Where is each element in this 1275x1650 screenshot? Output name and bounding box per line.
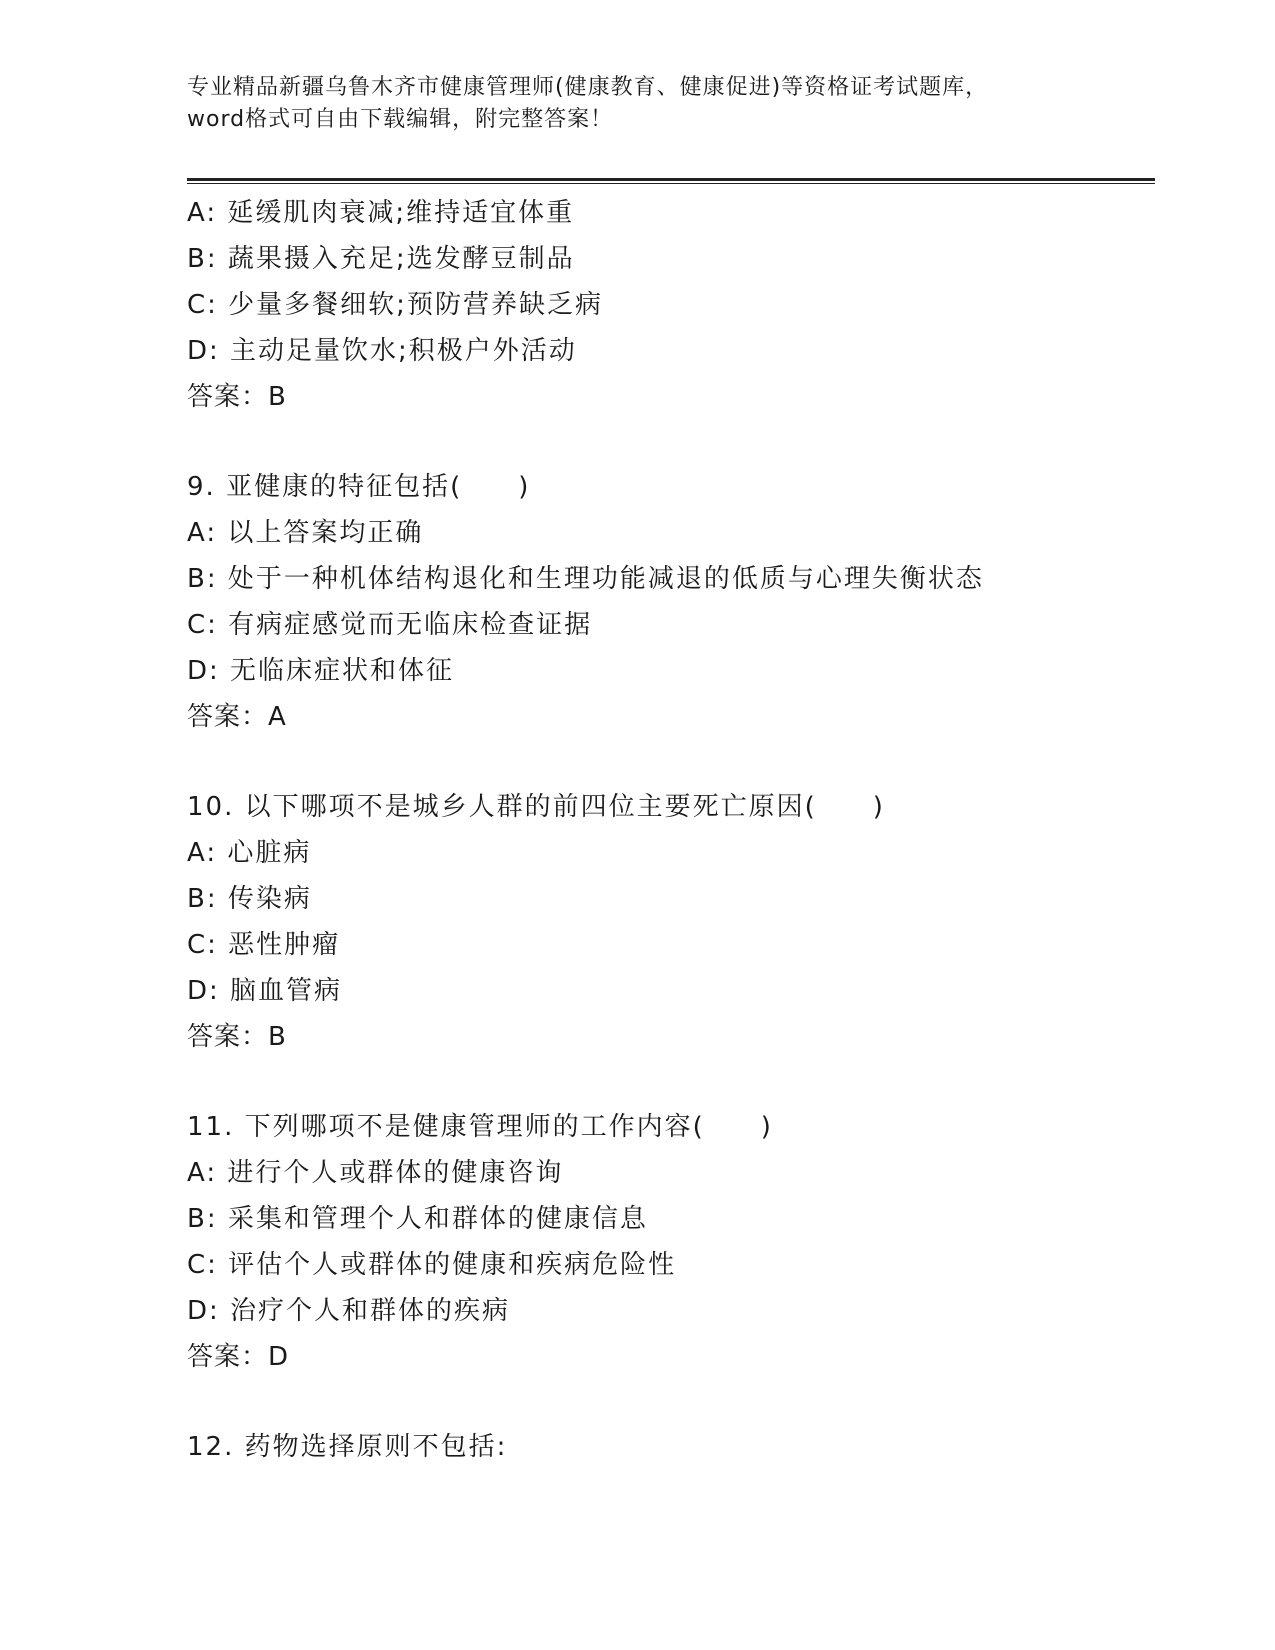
header-title-line-2: word格式可自由下载编辑，附完整答案！ [187,107,614,132]
question-text: 9. 亚健康的特征包括( ) [187,472,531,502]
option-d: D: 无临床症状和体征 [187,656,455,686]
question-11 [187,1104,1147,1380]
spacer [187,1060,1147,1104]
question-10 [187,784,1147,1060]
option-c: C: 少量多餐细软;预防营养缺乏病 [187,290,603,320]
header-divider-thick [187,178,1155,181]
option-d: D: 脑血管病 [187,976,343,1006]
option-c: C: 恶性肿瘤 [187,930,341,960]
answer: 答案：B [187,382,287,412]
option-a: A: 以上答案均正确 [187,518,424,548]
spacer [187,740,1147,784]
header-title-line-1: 专业精品新疆乌鲁木齐市健康管理师(健康教育、健康促进)等资格证考试题库， [187,75,989,100]
option-b: B: 蔬果摄入充足;选发酵豆制品 [187,244,575,274]
answer: 答案：D [187,1342,290,1372]
option-b: B: 处于一种机体结构退化和生理功能减退的低质与心理失衡状态 [187,564,984,594]
option-c: C: 评估个人或群体的健康和疾病危险性 [187,1250,677,1280]
answer: 答案：B [187,1022,287,1052]
spacer [187,1380,1147,1424]
question-8 [187,190,1147,420]
question-9 [187,464,1147,740]
question-text: 11. 下列哪项不是健康管理师的工作内容( ) [187,1112,773,1142]
page-header [187,72,1087,136]
option-d: D: 主动足量饮水;积极户外活动 [187,336,577,366]
option-d: D: 治疗个人和群体的疾病 [187,1296,511,1326]
header-divider-thin [187,183,1155,184]
question-12 [187,1424,1147,1470]
option-c: C: 有病症感觉而无临床检查证据 [187,610,593,640]
question-text: 10. 以下哪项不是城乡人群的前四位主要死亡原因( ) [187,792,885,822]
spacer [187,420,1147,464]
option-b: B: 采集和管理个人和群体的健康信息 [187,1204,648,1234]
option-a: A: 进行个人或群体的健康咨询 [187,1158,564,1188]
question-text: 12. 药物选择原则不包括: [187,1432,508,1462]
answer: 答案：A [187,702,287,732]
option-a: A: 延缓肌肉衰减;维持适宜体重 [187,198,575,228]
option-b: B: 传染病 [187,884,312,914]
option-a: A: 心脏病 [187,838,312,868]
question-list [187,190,1147,1470]
